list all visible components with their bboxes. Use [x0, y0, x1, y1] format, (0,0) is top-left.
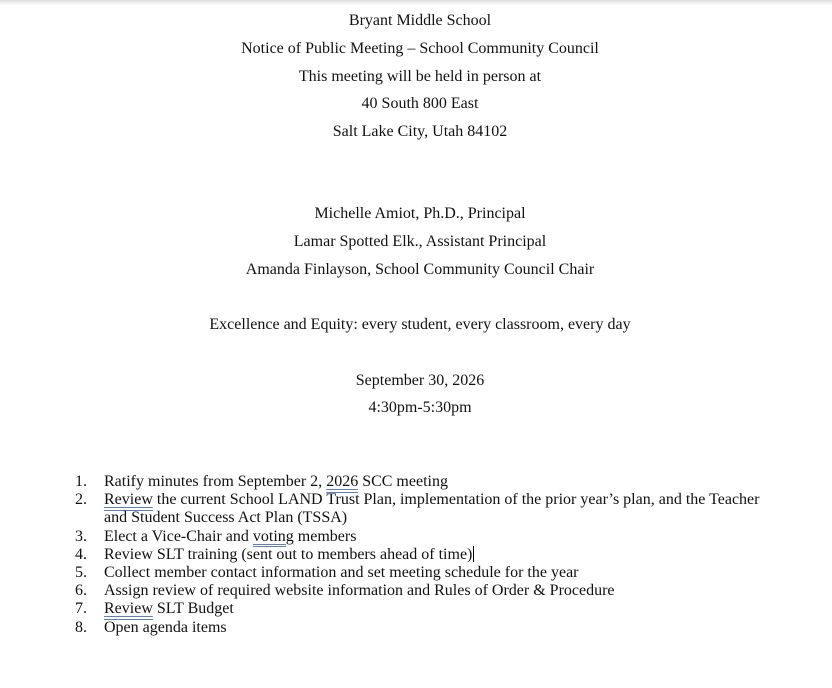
agenda-item-text: Collect member contact information and set meeting schedule for the year	[104, 564, 579, 582]
address-street: 40 South 800 East	[361, 95, 479, 113]
location-intro: This meeting will be held in person at	[298, 67, 542, 85]
agenda-item	[0, 546, 832, 564]
spellcheck-mark[interactable]: Review	[104, 600, 153, 618]
agenda-item-text: SCC meeting	[358, 473, 448, 490]
spellcheck-mark[interactable]: 2026	[326, 473, 359, 490]
agenda-item-number: 7.	[75, 600, 87, 618]
spellcheck-mark[interactable]: Review	[104, 491, 153, 509]
agenda-item-number: 8.	[75, 618, 87, 636]
agenda-item-text: Elect a Vice-Chair and	[104, 527, 253, 545]
meeting-datetime	[0, 367, 832, 421]
agenda-item	[0, 473, 832, 491]
agenda-item-text: the current School LAND Trust Plan, implementation of the prior year’s plan, and the Teacher and Student Success Act Plan (TSSA)	[104, 491, 760, 527]
address-city: Salt Lake City, Utah 84102	[332, 123, 508, 140]
agenda-item-text: Open agenda items	[104, 618, 227, 636]
agenda-item-number: 2.	[75, 491, 87, 509]
agenda-item-number: 1.	[75, 473, 87, 490]
agenda-item	[0, 582, 832, 600]
agenda-item	[0, 619, 832, 637]
spellcheck-mark[interactable]: voting	[252, 527, 294, 545]
motto-block	[0, 311, 832, 339]
notice-title: Notice of Public Meeting – School Community Council	[241, 39, 599, 57]
school-name: Bryant Middle School	[348, 12, 492, 29]
agenda-item-text: Review SLT training (sent out to members ahead of time)	[104, 545, 473, 563]
agenda-item-number: 4.	[75, 545, 87, 563]
meeting-date: September 30, 2026	[355, 372, 485, 389]
meeting-header	[0, 7, 832, 146]
agenda-item-text: Assign review of required website information and Rules of Order & Procedure	[104, 582, 615, 600]
agenda-item-text: SLT Budget	[152, 600, 234, 618]
principal-name: Michelle Amiot, Ph.D., Principal	[314, 205, 526, 222]
meeting-time: 4:30pm-5:30pm	[368, 399, 472, 416]
agenda-item-text: Ratify minutes from September 2,	[104, 473, 327, 490]
agenda-item	[0, 564, 832, 582]
agenda-item-number: 6.	[75, 582, 87, 600]
agenda-item-text: members	[293, 527, 357, 545]
agenda-item	[0, 491, 832, 527]
text-cursor	[473, 546, 474, 562]
assistant-principal-name: Lamar Spotted Elk., Assistant Principal	[293, 232, 547, 250]
staff-block	[0, 200, 832, 283]
agenda-item-number: 3.	[75, 527, 87, 545]
agenda-item-number: 5.	[75, 564, 87, 582]
agenda-item	[0, 528, 832, 546]
agenda-item	[0, 600, 832, 618]
council-chair-name: Amanda Finlayson, School Community Council Chair	[245, 260, 595, 278]
agenda-list	[0, 473, 832, 637]
school-motto: Excellence and Equity: every student, every classroom, every day	[209, 316, 631, 333]
